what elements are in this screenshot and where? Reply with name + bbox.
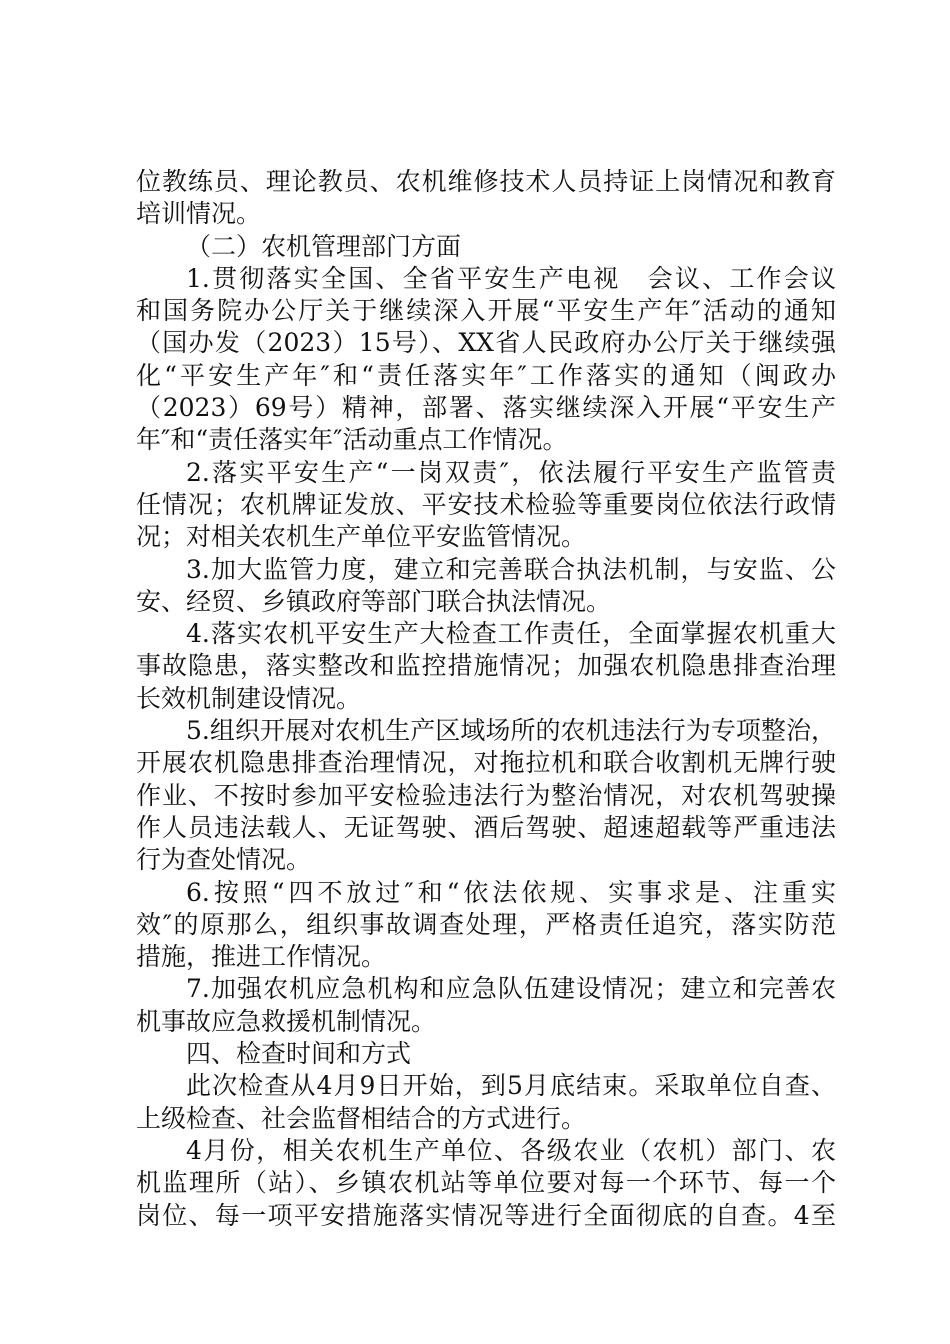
text-line: 措施，推进工作情况。	[136, 942, 387, 972]
text-line: 5.组织开展对农机生产区域场所的农机违法行为专项整治，	[186, 716, 836, 746]
text-line: 1.贯彻落实全国、全省平安生产电视 会议、工作会议	[186, 263, 836, 293]
text-line: 上级检查、社会监督相结合的方式进行。	[136, 1103, 587, 1133]
text-line: 培训情况。	[136, 199, 262, 229]
document-body	[136, 166, 836, 1232]
text-line: 事故隐患，落实整改和监控措施情况；加强农机隐患排查治理	[136, 651, 836, 681]
text-line: 作业、不按时参加平安检验违法行为整治情况，对农机驾驶操	[136, 780, 836, 810]
text-line: 4.落实农机平安生产大检查工作责任，全面掌握农机重大	[186, 619, 836, 649]
text-line: （2023）69号）精神，部署、落实继续深入开展“平安生产	[136, 393, 836, 423]
text-line: 机事故应急救援机制情况。	[136, 1006, 437, 1036]
text-line: 年″和“责任落实年″活动重点工作情况。	[136, 425, 568, 455]
text-line: 机监理所（站）、乡镇农机站等单位要对每一个环节、每一个	[136, 1168, 836, 1198]
text-line: 7.加强农机应急机构和应急队伍建设情况；建立和完善农	[186, 974, 836, 1004]
text-line: 作人员违法载人、无证驾驶、酒后驾驶、超速超载等严重违法	[136, 812, 836, 842]
text-line: 开展农机隐患排查治理情况，对拖拉机和联合收割机无牌行驶	[136, 748, 836, 778]
text-line: 此次检查从4月9日开始，到5月底结束。采取单位自查、	[186, 1071, 836, 1101]
text-line: 化“平安生产年″和“责任落实年″工作落实的通知（闽政办	[136, 360, 836, 390]
text-line: （国办发（2023）15号）、XX省人民政府办公厅关于继续强	[136, 328, 836, 358]
text-line: 效″的原那么，组织事故调查处理，严格责任追究，落实防范	[136, 909, 836, 939]
text-line: 6.按照“四不放过″和“依法依规、实事求是、注重实	[186, 877, 836, 907]
text-line: 任情况；农机牌证发放、平安技术检验等重要岗位依法行政情	[136, 489, 836, 519]
text-line: 3.加大监管力度，建立和完善联合执法机制，与安监、公	[186, 554, 836, 584]
text-line: 安、经贸、乡镇政府等部门联合执法情况。	[136, 586, 612, 616]
text-line: 位教练员、理论教员、农机维修技术人员持证上岗情况和教育	[136, 167, 836, 196]
text-line: 和国务院办公厅关于继续深入开展“平安生产年″活动的通知	[136, 296, 836, 326]
text-line: 2.落实平安生产“一岗双责″，依法履行平安生产监管责	[186, 457, 836, 487]
text-line: 长效机制建设情况。	[136, 683, 362, 713]
text-line: （二）农机管理部门方面	[186, 231, 462, 261]
text-line: 岗位、每一项平安措施落实情况等进行全面彻底的自查。4至	[136, 1200, 836, 1230]
text-line: 四、检查时间和方式	[186, 1039, 412, 1069]
text-line: 况；对相关农机生产单位平安监管情况。	[136, 522, 587, 552]
text-line: 行为查处情况。	[136, 845, 312, 875]
text-line: 4月份，相关农机生产单位、各级农业（农机）部门、农	[186, 1135, 836, 1165]
